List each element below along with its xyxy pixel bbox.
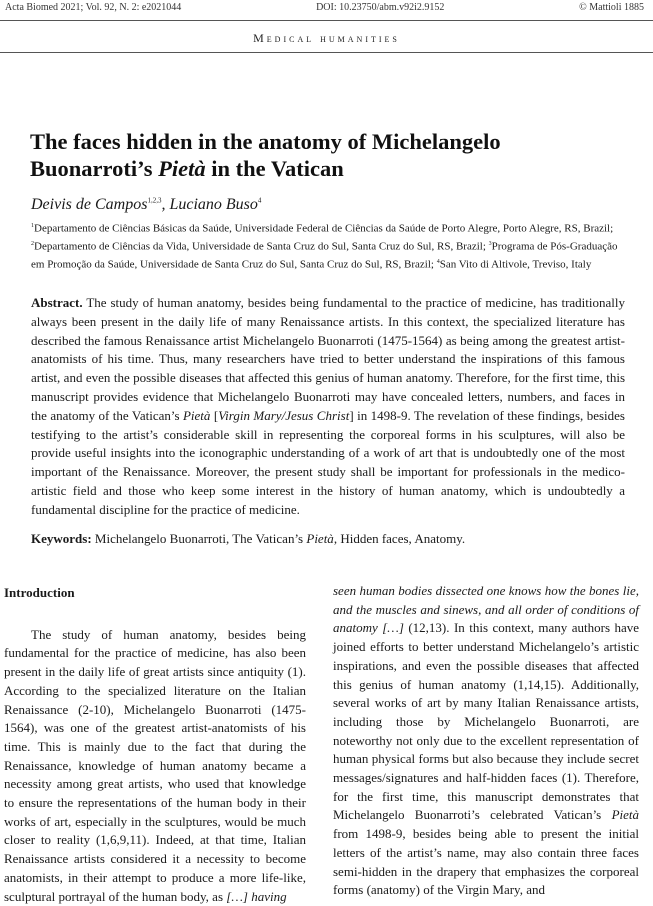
- abstract-label: Abstract.: [31, 295, 83, 310]
- keywords-label: Keywords:: [31, 531, 92, 546]
- affiliations: $^1$Departamento de Ciências Básicas da Saúde, Universidade Federal de Ciências da Saúde de Porto Alegre, Porto Alegre, RS, Brazil; $^2$Departamento de Ciências da Vida, Universidade de Santa Cruz do Sul, Santa Cruz do Sul, RS, Brazil; $^3$Programa de Pós-Graduação em Promoção da Saúde, Universidade de Santa Cruz do Sul, Santa Cruz do Sul, RS, Brazil; $^4$San Vito di Altivole, Treviso, Italy: [31, 222, 618, 271]
- running-header: [5, 2, 644, 13]
- author-list: Deivis de Campos$^{1,2,3}$, Luciano Buso$^4$: [31, 196, 262, 213]
- section-label: Medical humanities: [253, 31, 400, 45]
- paragraph-continued: seen human bodies dissected one knows how the bones lie, and the muscles and sinews, and all order of conditions of anatomy […] (12,13). In this context, many authors have joined efforts to better understand Michelangelo’s artistic inspirations, and even the possible diseases that affected this genius of human anatomy (1,14,15). Additionally, several works of art by many Italian Renaissance artists, including those by Michelangelo Buonarroti, are noteworthy not only due to the excellent representation of human physical forms but also because they include secret messages/signatures and half-hidden faces (1). Therefore, for the first time, this manuscript demonstrates that Michelangelo Buonarroti’s celebrated Vatican’s Pietà from 1498-9, besides being able to present the initial letters of the artist’s name, may also contain three faces semi-hidden in the drapery that emphasizes the corporeal forms (anatomy) of the Virgin Mary, and: [333, 583, 639, 898]
- left-column: [4, 584, 306, 906]
- author-name: Luciano Buso: [169, 196, 258, 213]
- paragraph: The study of human anatomy, besides being fundamental for the practice of medicine, has also been present in the daily life of great artists since antiquity (1). According to the specialized literature on the Italian Renaissance (2-10), Michelangelo Buonarroti (1475-1564), was one of the greatest artist-anatomists of his time. This is mainly due to the fact that during the Renaissance, knowledge of human anatomy became a necessity among great artists, who used that knowledge to ensure the representations of the human body in their works of art, especially in the sculptures, would be much closer to reality (1,6,9,11). Indeed, at that time, Italian Renaissance artists considered it a necessity to become anatomists, in their attempt to produce a more life-like, sculptural portrayal of the human body, as […] having: [4, 626, 306, 904]
- article-title: The faces hidden in the anatomy of Michelangelo Buonarroti’s Pietà in the Vatican: [30, 129, 501, 181]
- section-heading: Introduction: [4, 585, 75, 600]
- header-rule: [0, 20, 653, 21]
- right-column: [333, 582, 639, 900]
- journal-citation: Acta Biomed 2021; Vol. 92, N. 2: e2021044: [5, 2, 182, 13]
- section-rule: [0, 52, 653, 53]
- doi[interactable]: DOI: 10.23750/abm.v92i2.9152: [316, 2, 445, 13]
- keywords: Keywords: Michelangelo Buonarroti, The Vatican’s Pietà, Hidden faces, Anatomy.: [31, 531, 466, 546]
- author-name: Deivis de Campos: [31, 196, 148, 213]
- abstract: Abstract. The study of human anatomy, besides being fundamental to the practice of medicine, has traditionally always been present in the daily life of many Renaissance artists. In this context, the specialized literature has described the famous Renaissance artist Michelangelo Buonarroti (1475-1564) as being among the greatest artist-anatomists of his time. Thus, many researchers have tried to better understand the inspirations of this famous artist, and even the possible diseases that affected this genius of human anatomy. Therefore, for the first time, this manuscript provides evidence that Michelangelo Buonarroti may have concealed letters, numbers, and faces in the anatomy of the Vatican’s Pietà [Virgin Mary/Jesus Christ] in 1498-9. The revelation of these findings, besides testifying to the artist’s considerable skill in representing the corporeal forms in his sculptures, will also be provide useful insights into the iconographic understanding of a work of art that is undoubtedly one of the most important of the Renaissance. Moreover, the present study shall be important for professionals in the medico-artistic field and those who keep some interest in the history of human anatomy, which is undoubtedly a fundamental discipline for the practice of medicine.: [31, 295, 625, 517]
- copyright: © Mattioli 1885: [579, 2, 644, 13]
